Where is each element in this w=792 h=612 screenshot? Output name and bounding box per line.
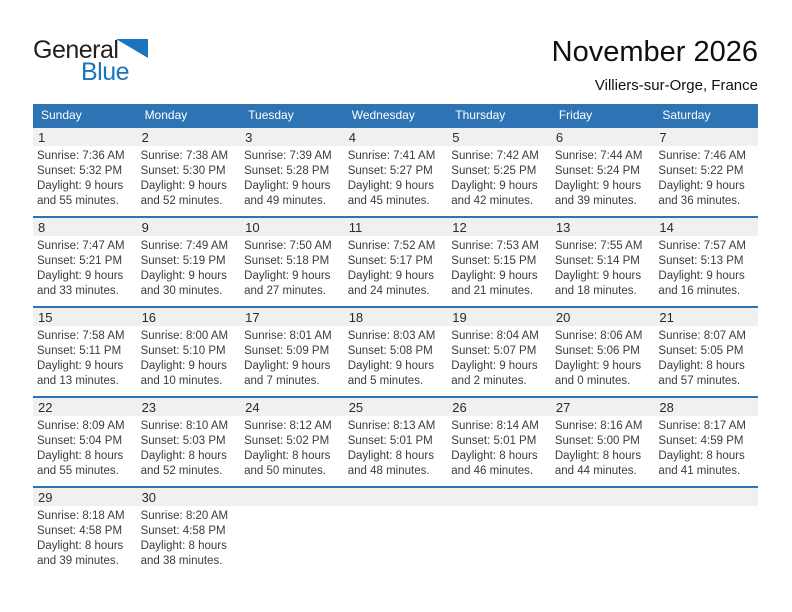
- sunrise-text: Sunrise: 8:00 AM: [140, 330, 229, 342]
- empty-day-cell: [447, 506, 551, 569]
- day-cell-details: [447, 236, 551, 299]
- daylight-text-line2: and 49 minutes.: [244, 195, 326, 207]
- day-number: 18: [348, 310, 364, 325]
- calendar-table: [33, 104, 758, 576]
- daylight-text-line2: and 39 minutes.: [37, 555, 119, 567]
- day-number: 13: [555, 220, 571, 235]
- sunset-text: Sunset: 5:25 PM: [451, 165, 537, 177]
- sunrise-text: Sunrise: 8:09 AM: [37, 420, 125, 432]
- sunrise-text: Sunrise: 8:12 AM: [244, 420, 332, 432]
- logo-text-blue: Blue: [81, 58, 130, 86]
- daylight-text-line1: Daylight: 8 hours: [347, 450, 434, 462]
- day-cell-details: [654, 146, 758, 209]
- daylight-text-line2: and 38 minutes.: [140, 555, 223, 567]
- daylight-text-line2: and 44 minutes.: [554, 465, 637, 477]
- sunset-text: Sunset: 5:14 PM: [554, 255, 640, 267]
- title-block: [552, 36, 758, 94]
- daylight-text-line2: and 21 minutes.: [451, 285, 534, 297]
- day-number: 24: [245, 400, 260, 415]
- sunrise-text: Sunrise: 8:16 AM: [554, 420, 643, 432]
- daylight-text-line2: and 41 minutes.: [658, 465, 741, 477]
- daylight-text-line2: and 0 minutes.: [554, 375, 631, 387]
- day-number: [551, 488, 655, 506]
- day-cell-details: [137, 506, 241, 569]
- daylight-text-line1: Daylight: 9 hours: [658, 180, 745, 192]
- day-number-band: [33, 218, 758, 236]
- daylight-text-line2: and 16 minutes.: [658, 285, 741, 297]
- daylight-text-line1: Daylight: 9 hours: [244, 270, 331, 282]
- general-blue-logo: [33, 36, 153, 92]
- week-row: [33, 306, 758, 396]
- sunset-text: Sunset: 5:24 PM: [554, 165, 640, 177]
- sunset-text: Sunset: 4:59 PM: [658, 435, 744, 447]
- day-cell-details: [240, 146, 344, 209]
- day-cell-details: [33, 416, 137, 479]
- daylight-text-line1: Daylight: 9 hours: [554, 180, 642, 192]
- sunrise-text: Sunrise: 8:13 AM: [347, 420, 436, 432]
- day-cell-details: [654, 236, 758, 299]
- daylight-text-line1: Daylight: 8 hours: [658, 450, 745, 462]
- daylight-text-line2: and 18 minutes.: [554, 285, 637, 297]
- daylight-text-line1: Daylight: 9 hours: [554, 360, 642, 372]
- weekday-header-row: [33, 104, 758, 126]
- day-number: 8: [38, 220, 46, 235]
- weekday-header-wednesday: Wednesday: [351, 108, 415, 122]
- sunset-text: Sunset: 5:01 PM: [451, 435, 537, 447]
- week-row: [33, 216, 758, 306]
- daylight-text-line2: and 39 minutes.: [554, 195, 637, 207]
- day-number: 25: [348, 400, 364, 415]
- daylight-text-line1: Daylight: 9 hours: [347, 270, 434, 282]
- empty-day-cell: [654, 506, 758, 569]
- daylight-text-line2: and 27 minutes.: [244, 285, 326, 297]
- daylight-text-line2: and 2 minutes.: [451, 375, 527, 387]
- day-number: [240, 488, 344, 506]
- day-number: 5: [452, 130, 460, 145]
- page-subtitle: Villiers-sur-Orge, France: [594, 77, 758, 94]
- week-row: [33, 486, 758, 576]
- sunrise-text: Sunrise: 7:42 AM: [451, 150, 539, 162]
- weekday-header-monday: Monday: [144, 108, 188, 122]
- day-cell-details: [447, 146, 551, 209]
- daylight-text-line2: and 30 minutes.: [140, 285, 223, 297]
- daylight-text-line2: and 10 minutes.: [140, 375, 223, 387]
- sunset-text: Sunset: 5:27 PM: [347, 165, 433, 177]
- daylight-text-line2: and 50 minutes.: [244, 465, 326, 477]
- empty-day-cell: [344, 506, 448, 569]
- sunrise-text: Sunrise: 7:46 AM: [658, 150, 746, 162]
- weekday-header-sunday: Sunday: [41, 108, 82, 122]
- day-cell-details: [137, 416, 241, 479]
- sunset-text: Sunset: 5:09 PM: [244, 345, 330, 357]
- sunset-text: Sunset: 5:01 PM: [347, 435, 433, 447]
- daylight-text-line2: and 24 minutes.: [347, 285, 430, 297]
- day-number-band: [33, 308, 758, 326]
- sunset-text: Sunset: 5:17 PM: [347, 255, 433, 267]
- day-cell-details: [447, 326, 551, 389]
- sunset-text: Sunset: 5:28 PM: [244, 165, 330, 177]
- page-title: November 2026: [551, 36, 758, 68]
- day-number: 9: [141, 220, 149, 235]
- day-cell-details: [344, 326, 448, 389]
- sunrise-text: Sunrise: 7:38 AM: [140, 150, 229, 162]
- sunset-text: Sunset: 5:18 PM: [244, 255, 330, 267]
- sunset-text: Sunset: 5:02 PM: [244, 435, 330, 447]
- day-number: 20: [555, 310, 571, 325]
- day-cell-details: [33, 326, 137, 389]
- day-number: 10: [245, 220, 260, 235]
- sunset-text: Sunset: 5:22 PM: [658, 165, 744, 177]
- sunrise-text: Sunrise: 8:04 AM: [451, 330, 539, 342]
- sunset-text: Sunset: 5:21 PM: [37, 255, 123, 267]
- day-cell-details: [654, 326, 758, 389]
- daylight-text-line1: Daylight: 9 hours: [347, 360, 434, 372]
- daylight-text-line2: and 42 minutes.: [451, 195, 534, 207]
- day-cell-details: [447, 416, 551, 479]
- day-cell-details: [551, 416, 655, 479]
- sunset-text: Sunset: 5:13 PM: [658, 255, 744, 267]
- day-number: 6: [555, 130, 564, 145]
- day-number: 23: [141, 400, 157, 415]
- daylight-text-line1: Daylight: 8 hours: [37, 450, 124, 462]
- day-number: 4: [348, 130, 356, 145]
- day-number: 14: [659, 220, 674, 235]
- daylight-text-line2: and 55 minutes.: [37, 465, 119, 477]
- daylight-text-line2: and 52 minutes.: [140, 465, 223, 477]
- daylight-text-line1: Daylight: 9 hours: [554, 270, 642, 282]
- sunrise-text: Sunrise: 7:44 AM: [554, 150, 643, 162]
- day-details-row: [33, 506, 758, 569]
- calendar-weeks: [33, 126, 758, 576]
- day-details-row: [33, 236, 758, 299]
- sunrise-text: Sunrise: 7:57 AM: [658, 240, 746, 252]
- sunset-text: Sunset: 5:30 PM: [140, 165, 226, 177]
- logo-text-general: General: [33, 36, 119, 64]
- day-cell-details: [654, 416, 758, 479]
- day-number: 27: [555, 400, 571, 415]
- week-row: [33, 396, 758, 486]
- sunset-text: Sunset: 5:32 PM: [37, 165, 123, 177]
- daylight-text-line2: and 45 minutes.: [347, 195, 430, 207]
- day-cell-details: [344, 236, 448, 299]
- day-number: 29: [38, 490, 53, 505]
- sunrise-text: Sunrise: 7:47 AM: [37, 240, 125, 252]
- day-number-band: [33, 398, 758, 416]
- daylight-text-line1: Daylight: 9 hours: [140, 180, 227, 192]
- daylight-text-line1: Daylight: 9 hours: [140, 360, 227, 372]
- sunset-text: Sunset: 5:06 PM: [554, 345, 640, 357]
- daylight-text-line1: Daylight: 8 hours: [140, 540, 227, 552]
- day-number: 28: [659, 400, 674, 415]
- sunset-text: Sunset: 5:07 PM: [451, 345, 537, 357]
- day-number: 22: [38, 400, 53, 415]
- day-cell-details: [240, 416, 344, 479]
- day-cell-details: [137, 146, 241, 209]
- daylight-text-line1: Daylight: 9 hours: [37, 180, 124, 192]
- sunrise-text: Sunrise: 7:53 AM: [451, 240, 539, 252]
- daylight-text-line2: and 52 minutes.: [140, 195, 223, 207]
- day-cell-details: [551, 236, 655, 299]
- day-cell-details: [344, 416, 448, 479]
- day-number: 7: [659, 130, 667, 145]
- sunrise-text: Sunrise: 7:55 AM: [554, 240, 643, 252]
- daylight-text-line1: Daylight: 9 hours: [347, 180, 434, 192]
- sunrise-text: Sunrise: 8:20 AM: [140, 510, 229, 522]
- daylight-text-line1: Daylight: 9 hours: [37, 360, 124, 372]
- daylight-text-line2: and 7 minutes.: [244, 375, 320, 387]
- sunrise-text: Sunrise: 8:10 AM: [140, 420, 229, 432]
- sunrise-text: Sunrise: 7:49 AM: [140, 240, 229, 252]
- daylight-text-line1: Daylight: 9 hours: [451, 180, 538, 192]
- sunset-text: Sunset: 5:15 PM: [451, 255, 537, 267]
- sunrise-text: Sunrise: 8:01 AM: [244, 330, 332, 342]
- sunrise-text: Sunrise: 8:14 AM: [451, 420, 539, 432]
- day-number: 3: [245, 130, 253, 145]
- daylight-text-line1: Daylight: 9 hours: [451, 270, 538, 282]
- daylight-text-line1: Daylight: 9 hours: [37, 270, 124, 282]
- weekday-header-friday: Friday: [558, 108, 593, 122]
- day-details-row: [33, 326, 758, 389]
- daylight-text-line2: and 13 minutes.: [37, 375, 119, 387]
- sunset-text: Sunset: 5:00 PM: [554, 435, 640, 447]
- sunrise-text: Sunrise: 7:50 AM: [244, 240, 332, 252]
- daylight-text-line1: Daylight: 9 hours: [451, 360, 538, 372]
- day-cell-details: [137, 326, 241, 389]
- day-number: 30: [141, 490, 157, 505]
- daylight-text-line2: and 36 minutes.: [658, 195, 741, 207]
- page-header: [33, 36, 758, 94]
- sunset-text: Sunset: 5:03 PM: [140, 435, 226, 447]
- day-cell-details: [33, 236, 137, 299]
- sunrise-text: Sunrise: 7:36 AM: [37, 150, 125, 162]
- day-number: 11: [348, 220, 363, 235]
- daylight-text-line2: and 57 minutes.: [658, 375, 741, 387]
- day-number: 12: [452, 220, 467, 235]
- day-details-row: [33, 416, 758, 479]
- sunrise-text: Sunrise: 7:39 AM: [244, 150, 332, 162]
- sunset-text: Sunset: 4:58 PM: [140, 525, 226, 537]
- sunset-text: Sunset: 5:04 PM: [37, 435, 123, 447]
- sunrise-text: Sunrise: 7:58 AM: [37, 330, 125, 342]
- sunrise-text: Sunrise: 7:41 AM: [347, 150, 436, 162]
- day-number-band: [33, 128, 758, 146]
- day-number-band: [33, 488, 758, 506]
- sunset-text: Sunset: 5:10 PM: [140, 345, 226, 357]
- sunset-text: Sunset: 5:11 PM: [37, 345, 122, 357]
- day-number: [447, 488, 551, 506]
- day-number: 2: [141, 130, 149, 145]
- sunrise-text: Sunrise: 8:18 AM: [37, 510, 125, 522]
- daylight-text-line1: Daylight: 9 hours: [244, 360, 331, 372]
- day-cell-details: [240, 326, 344, 389]
- empty-day-cell: [240, 506, 344, 569]
- weekday-header-saturday: Saturday: [662, 108, 711, 122]
- day-number: [344, 488, 448, 506]
- sunset-text: Sunset: 4:58 PM: [37, 525, 123, 537]
- day-number: [654, 488, 758, 506]
- daylight-text-line2: and 55 minutes.: [37, 195, 119, 207]
- daylight-text-line1: Daylight: 9 hours: [658, 270, 745, 282]
- daylight-text-line2: and 5 minutes.: [347, 375, 424, 387]
- weekday-header-thursday: Thursday: [455, 108, 506, 122]
- empty-day-cell: [551, 506, 655, 569]
- sunrise-text: Sunrise: 8:07 AM: [658, 330, 746, 342]
- day-cell-details: [137, 236, 241, 299]
- sunrise-text: Sunrise: 8:03 AM: [347, 330, 436, 342]
- sunset-text: Sunset: 5:08 PM: [347, 345, 433, 357]
- day-cell-details: [240, 236, 344, 299]
- day-cell-details: [33, 146, 137, 209]
- daylight-text-line1: Daylight: 9 hours: [244, 180, 331, 192]
- day-number: 19: [452, 310, 467, 325]
- day-cell-details: [551, 326, 655, 389]
- day-cell-details: [551, 146, 655, 209]
- day-number: 21: [659, 310, 674, 325]
- daylight-text-line2: and 33 minutes.: [37, 285, 119, 297]
- daylight-text-line2: and 48 minutes.: [347, 465, 430, 477]
- daylight-text-line1: Daylight: 8 hours: [140, 450, 227, 462]
- daylight-text-line1: Daylight: 9 hours: [140, 270, 227, 282]
- day-cell-details: [33, 506, 137, 569]
- daylight-text-line1: Daylight: 8 hours: [658, 360, 745, 372]
- day-details-row: [33, 146, 758, 209]
- week-row: [33, 126, 758, 216]
- sunrise-text: Sunrise: 7:52 AM: [347, 240, 436, 252]
- day-number: 1: [38, 130, 46, 145]
- day-number: 26: [452, 400, 467, 415]
- day-number: 17: [245, 310, 260, 325]
- day-number: 16: [141, 310, 157, 325]
- daylight-text-line1: Daylight: 8 hours: [451, 450, 538, 462]
- weekday-header-tuesday: Tuesday: [248, 108, 294, 122]
- logo-triangle-icon: [116, 39, 148, 58]
- daylight-text-line1: Daylight: 8 hours: [244, 450, 331, 462]
- sunset-text: Sunset: 5:05 PM: [658, 345, 744, 357]
- day-cell-details: [344, 146, 448, 209]
- day-number: 15: [38, 310, 53, 325]
- daylight-text-line1: Daylight: 8 hours: [554, 450, 642, 462]
- daylight-text-line2: and 46 minutes.: [451, 465, 534, 477]
- sunrise-text: Sunrise: 8:17 AM: [658, 420, 746, 432]
- sunrise-text: Sunrise: 8:06 AM: [554, 330, 643, 342]
- sunset-text: Sunset: 5:19 PM: [140, 255, 226, 267]
- daylight-text-line1: Daylight: 8 hours: [37, 540, 124, 552]
